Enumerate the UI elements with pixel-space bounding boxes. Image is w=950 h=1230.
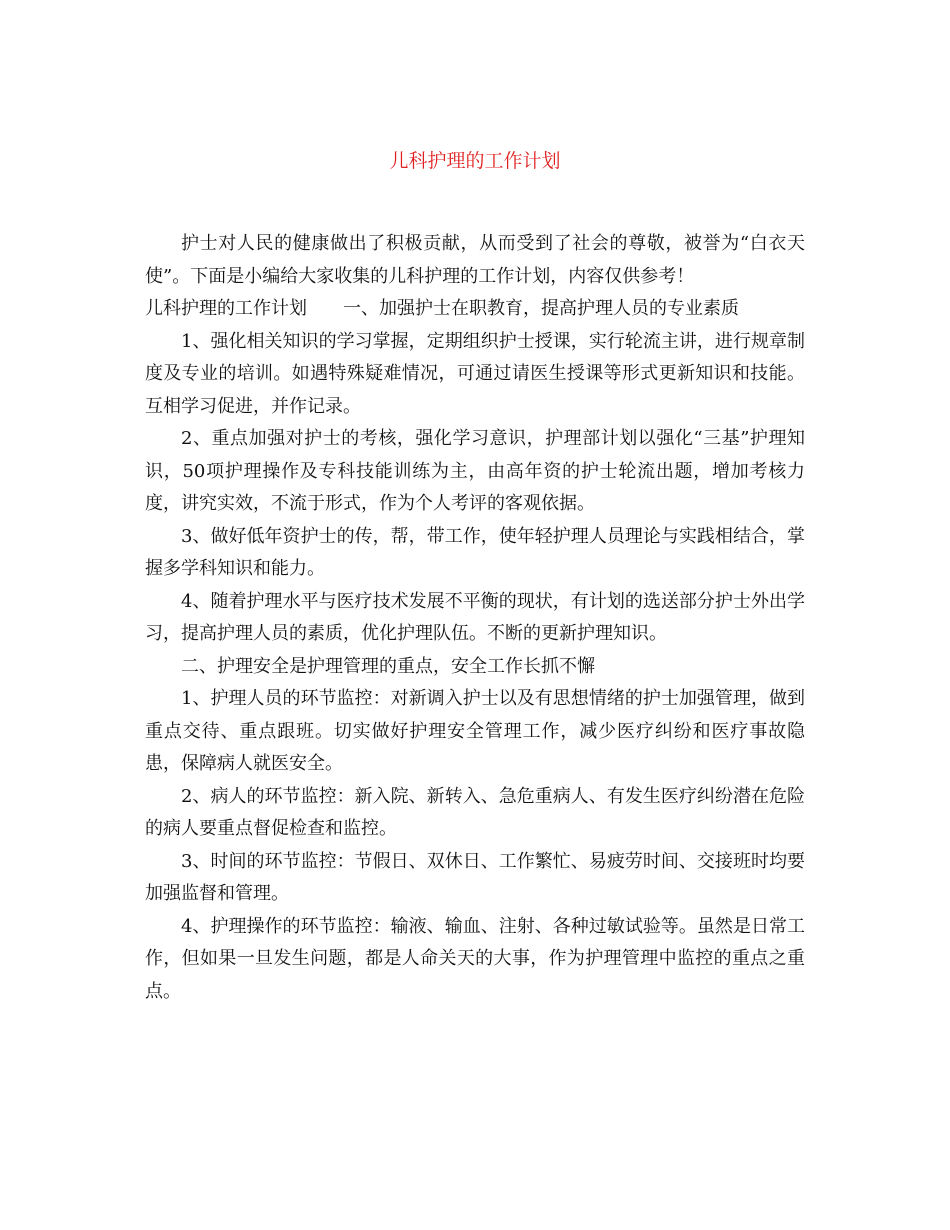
paragraph-item: 2、病人的环节监控：新入院、新转入、急危重病人、有发生医疗纠纷潜在危险的病人要重点督促检查和监控。 bbox=[145, 785, 805, 839]
paragraph-item: 4、随着护理水平与医疗技术发展不平衡的现状，有计划的选送部分护士外出学习，提高护理人员的素质，优化护理队伍。不断的更新护理知识。 bbox=[145, 590, 805, 644]
paragraph-item: 3、时间的环节监控：节假日、双休日、工作繁忙、易疲劳时间、交接班时均要加强监督和管理。 bbox=[145, 850, 805, 904]
document-content bbox=[145, 146, 805, 1008]
paragraph-item: 1、强化相关知识的学习掌握，定期组织护士授课，实行轮流主讲，进行规章制度及专业的培训。如遇特殊疑难情况，可通过请医生授课等形式更新知识和技能。互相学习促进，并作记录。 bbox=[145, 330, 805, 417]
paragraph-item: 3、做好低年资护士的传，帮，带工作，使年轻护理人员理论与实践相结合，掌握多学科知识和能力。 bbox=[145, 525, 805, 579]
paragraph-item: 2、重点加强对护士的考核，强化学习意识，护理部计划以强化“三基”护理知识，50项护理操作及专科技能训练为主，由高年资的护士轮流出题，增加考核力度，讲究实效，不流于形式，作为个人考评的客观依据。 bbox=[145, 428, 805, 514]
paragraph-item: 1、护理人员的环节监控：对新调入护士以及有思想情绪的护士加强管理，做到重点交待、重点跟班。切实做好护理安全管理工作，减少医疗纠纷和医疗事故隐患，保障病人就医安全。 bbox=[145, 688, 805, 774]
document-body bbox=[145, 228, 805, 1008]
paragraph-item: 4、护理操作的环节监控：输液、输血、注射、各种过敏试验等。虽然是日常工作，但如果一旦发生问题，都是人命关天的大事，作为护理管理中监控的重点之重点。 bbox=[145, 915, 805, 1002]
document-title: 儿科护理的工作计划 bbox=[389, 150, 561, 172]
intro-paragraph: 护士对人民的健康做出了积极贡献，从而受到了社会的尊敬，被誉为“白衣天使”。下面是小编给大家收集的儿科护理的工作计划，内容仅供参考！ bbox=[145, 233, 805, 287]
section-heading-1: 儿科护理的工作计划 一、加强护士在职教育，提高护理人员的专业素质 bbox=[145, 298, 739, 319]
section-heading-2: 二、护理安全是护理管理的重点，安全工作长抓不懈 bbox=[181, 655, 595, 677]
